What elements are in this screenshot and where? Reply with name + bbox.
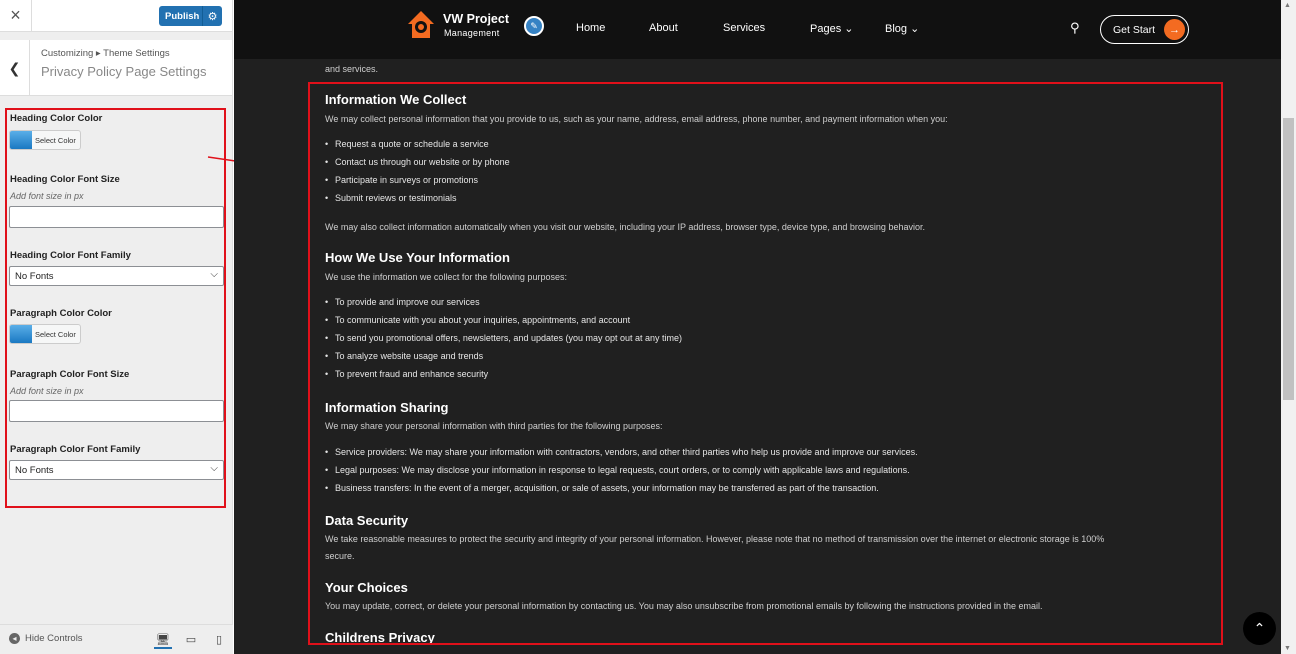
list-item: • Legal purposes: We may disclose your information in response to legal requests, court orders, or to comply with applicable laws and regulations. — [335, 465, 910, 475]
scrollbar-thumb[interactable] — [1283, 118, 1294, 400]
get-start-button[interactable] — [1100, 15, 1189, 44]
section-heading: Data Security — [325, 513, 409, 528]
back-chevron-icon[interactable]: ❮ — [0, 40, 30, 96]
gear-icon[interactable]: ⚙ — [202, 6, 222, 26]
logo-title[interactable]: VW Project — [443, 12, 509, 26]
nav-blog-label: Blog — [885, 23, 908, 35]
chevron-up-icon[interactable]: ⌃ — [1243, 612, 1276, 645]
heading-font-family-select[interactable] — [9, 266, 224, 286]
publish-label: Publish — [165, 10, 200, 22]
scroll-up-icon[interactable]: ▲ — [1284, 2, 1291, 9]
paragraph: We take reasonable measures to protect the security and integrity of your personal information. However, please note that no method of transmission over the internet or electronic storage is 100% — [325, 534, 1105, 544]
paragraph: We may share your personal information with third parties for the following purposes: — [325, 421, 663, 431]
section-heading: Your Choices — [325, 580, 408, 595]
customizer-footer — [0, 624, 233, 654]
list-item: • Service providers: We may share your information with contractors, vendors, and other third parties who help us provide and improve our services. — [335, 447, 918, 457]
hide-controls-label: Hide Controls — [25, 633, 83, 644]
highlight-box — [308, 82, 1223, 645]
site-header — [234, 0, 1281, 59]
select-chevron-icon: ⌵ — [210, 463, 218, 474]
section-heading: Childrens Privacy — [325, 630, 435, 645]
color-swatch — [10, 325, 32, 343]
paragraph-font-size-label: Paragraph Color Font Size — [10, 369, 130, 380]
paragraph-font-family-label: Paragraph Color Font Family — [10, 444, 141, 455]
nav-about[interactable]: About — [649, 22, 678, 34]
section-heading: Information Sharing — [325, 400, 449, 415]
paragraph: We may collect personal information that you provide to us, such as your name, address, email address, phone number, and payment information when you: — [325, 114, 948, 124]
tablet-icon[interactable]: ▭ — [185, 634, 197, 646]
section-heading: How We Use Your Information — [325, 250, 510, 265]
publish-button[interactable] — [159, 6, 222, 26]
hide-controls-icon: ◂ — [9, 633, 20, 644]
list-item: • To provide and improve our services — [335, 297, 480, 307]
customizer-header — [0, 0, 232, 32]
site-preview — [234, 0, 1281, 654]
heading-color-label: Heading Color Color — [10, 113, 103, 124]
customizer-sidebar — [0, 0, 233, 654]
paragraph: We use the information we collect for the following purposes: — [325, 272, 567, 282]
paragraph-color-button[interactable] — [9, 324, 81, 344]
logo-subtitle: Management — [444, 28, 500, 38]
select-color-label: Select Color — [35, 135, 76, 145]
hide-controls-button[interactable] — [9, 633, 83, 644]
get-start-label: Get Start — [1113, 23, 1156, 36]
heading-font-size-label: Heading Color Font Size — [10, 174, 120, 185]
mobile-icon[interactable]: ▯ — [215, 634, 223, 646]
chevron-down-icon: ⌄ — [844, 23, 854, 35]
paragraph: We may also collect information automatically when you visit our website, including your IP address, browser type, device type, and browsing behavior. — [325, 222, 925, 232]
nav-home[interactable]: Home — [576, 22, 606, 34]
section-header — [0, 40, 232, 96]
logo-icon — [407, 10, 435, 40]
pencil-icon[interactable]: ✎ — [524, 16, 544, 36]
desktop-icon[interactable]: 🖥 — [154, 631, 172, 649]
close-icon[interactable]: × — [0, 0, 32, 31]
heading-font-family-label: Heading Color Font Family — [10, 250, 131, 261]
nav-blog[interactable] — [885, 22, 919, 35]
list-item: • Request a quote or schedule a service — [335, 139, 489, 149]
nav-services[interactable]: Services — [723, 22, 766, 34]
list-item: • To send you promotional offers, newsletters, and updates (you may opt out at any time) — [335, 333, 682, 343]
paragraph-font-family-select[interactable] — [9, 460, 224, 480]
scrollbar[interactable] — [1281, 0, 1296, 654]
paragraph-color-label: Paragraph Color Color — [10, 308, 112, 319]
paragraph-font-size-desc: Add font size in px — [10, 386, 84, 396]
list-item: • Submit reviews or testimonials — [335, 193, 457, 203]
list-item: • Contact us through our website or by phone — [335, 157, 510, 167]
select-chevron-icon: ⌵ — [210, 269, 218, 280]
scroll-down-icon[interactable]: ▼ — [1284, 645, 1291, 652]
section-title: Privacy Policy Page Settings — [41, 64, 207, 79]
paragraph: and services. — [325, 64, 379, 74]
paragraph-font-family-value: No Fonts — [15, 464, 54, 476]
arrow-right-icon: → — [1164, 19, 1185, 40]
color-swatch — [10, 131, 32, 149]
list-item: • To analyze website usage and trends — [335, 351, 483, 361]
paragraph-font-size-input[interactable] — [9, 400, 224, 422]
chevron-down-icon: ⌄ — [910, 23, 920, 35]
select-color-label: Select Color — [35, 329, 76, 339]
list-item: • To prevent fraud and enhance security — [335, 369, 488, 379]
breadcrumb: Customizing ▸ Theme Settings — [41, 48, 170, 59]
search-icon[interactable]: ⚲ — [1070, 20, 1080, 35]
heading-color-button[interactable] — [9, 130, 81, 150]
paragraph: secure. — [325, 551, 355, 561]
list-item: • Participate in surveys or promotions — [335, 175, 478, 185]
controls-panel — [5, 108, 226, 508]
nav-pages-label: Pages — [810, 23, 842, 35]
paragraph: You may update, correct, or delete your personal information by contacting us. You may also unsubscribe from promotional emails by following the instructions provided in the email. — [325, 601, 1043, 611]
heading-font-size-desc: Add font size in px — [10, 191, 84, 201]
heading-font-size-input[interactable] — [9, 206, 224, 228]
nav-pages[interactable] — [810, 22, 853, 35]
heading-font-family-value: No Fonts — [15, 270, 54, 282]
list-item: • Business transfers: In the event of a merger, acquisition, or sale of assets, your information may be transferred as part of the transaction. — [335, 483, 879, 493]
list-item: • To communicate with you about your inquiries, appointments, and account — [335, 315, 630, 325]
section-heading: Information We Collect — [325, 92, 467, 107]
